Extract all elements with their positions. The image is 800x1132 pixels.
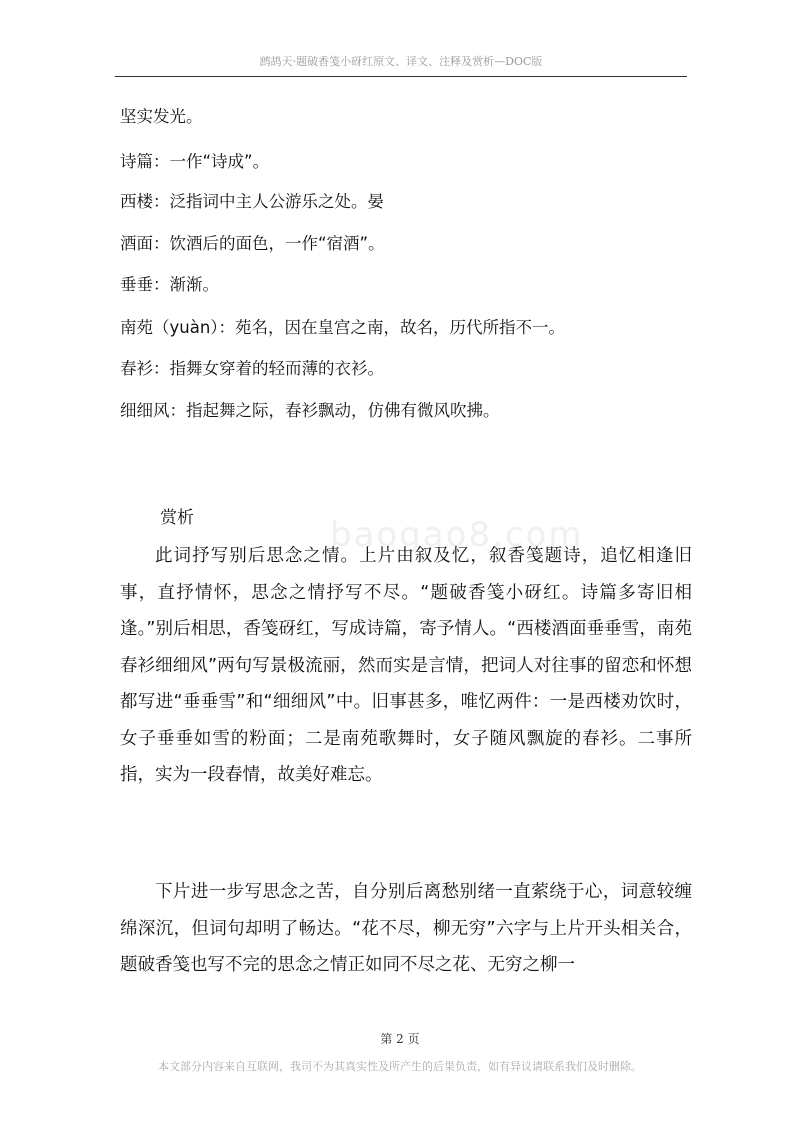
note-line: 西楼：泛指词中主人公游乐之处。晏 — [120, 192, 384, 211]
analysis-paragraph: 此词抒写别后思念之情。上片由叙及忆，叙香笺题诗，追忆相逢旧事，直抒情怀，思念之情抒写不尽。“题破香笺小砑红。诗篇多寄旧相逢。”别后相思，香笺砑红，写成诗篇，寄予情人。“西楼酒面垂垂雪，南苑春衫细细风”两句写景极流丽，然而实是言情，把词人对往事的留恋和怀想都写进“垂垂雪”和“细细风”中。旧事甚多，唯忆两件：一是西楼劝饮时，女子垂垂如雪的粉面；二是南苑歌舞时，女子随风飘旋的春衫。二事所指，实为一段春情，故美好难忘。 — [120, 546, 692, 785]
note-line: 春衫：指舞女穿着的轻而薄的衣衫。 — [120, 359, 384, 378]
note-line: 垂垂：渐渐。 — [120, 275, 219, 294]
note-line: 坚实发光。 — [120, 107, 203, 126]
watermark: baogao8.com — [330, 515, 584, 555]
note-line: 诗篇：一作“诗成”。 — [120, 152, 270, 171]
page-header — [115, 52, 687, 77]
section-heading: 赏析 — [160, 508, 194, 528]
note-line: 南苑（yuàn）：苑名，因在皇宫之南，故名，历代所指不一。 — [120, 318, 566, 337]
analysis-paragraph: 下片进一步写思念之苦，自分别后离愁别绪一直萦绕于心，词意较缠绵深沉，但词句却明了畅达。“花不尽，柳无穷”六字与上片开头相关合，题破香笺也写不完的思念之情正如同不尽之花、无穷之柳一 — [120, 882, 692, 975]
note-line: 细细风：指起舞之际，春衫飘动，仿佛有微风吹拂。 — [120, 401, 500, 420]
footer-disclaimer: 本文部分内容来自互联网，我司不为其真实性及所产生的后果负责，如有异议请联系我们及时删除。 — [158, 1060, 642, 1073]
header-title: 鹧鸪天·题破香笺小砑红原文、译文、注释及赏析—DOC版 — [259, 55, 543, 68]
page-number: 第 2 页 — [380, 1032, 420, 1046]
note-line: 酒面：饮酒后的面色，一作“宿酒”。 — [120, 234, 385, 253]
